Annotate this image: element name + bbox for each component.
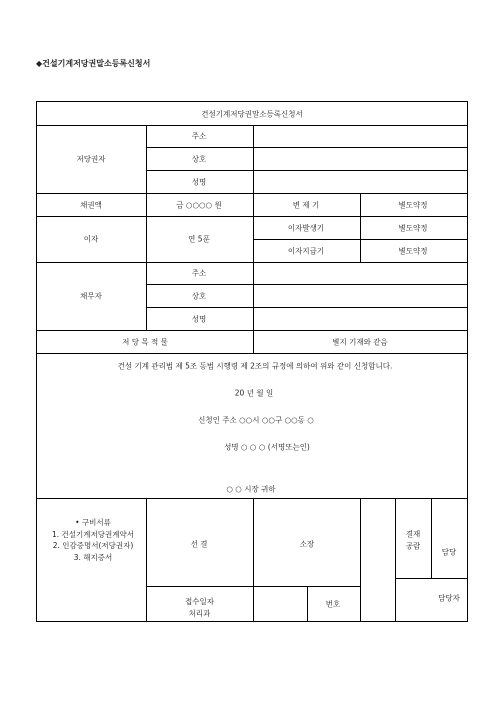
row-divider	[37, 125, 467, 126]
form-title: 건설기계저당권말소등록신청서	[201, 109, 303, 119]
in-charge-label: 담당	[441, 547, 457, 557]
col-divider	[146, 262, 147, 330]
row-divider	[37, 262, 467, 263]
col-divider	[360, 193, 361, 262]
required-documents	[45, 517, 141, 564]
col-divider	[307, 586, 308, 622]
repayment-date-value: 별도약정	[398, 200, 428, 210]
receipt-date-label: 접수일자	[185, 597, 214, 606]
required-document-item: 2. 인감증명서(저당권자)	[52, 541, 134, 551]
mortgagee-company-label: 상호	[191, 154, 207, 164]
interest-rate-value: 연 5푼	[188, 234, 210, 244]
col-divider	[253, 125, 254, 262]
processing-dept-label: 처리과	[188, 608, 211, 618]
interest-payment-value: 별도약정	[398, 246, 428, 256]
required-documents-heading: • 구비서류	[75, 518, 111, 527]
document-title: ◆건설기계저당권말소등록신청서	[36, 59, 151, 68]
col-divider	[431, 498, 432, 578]
repayment-date-label: 변 제 기	[292, 200, 320, 210]
debtor-label: 채무자	[80, 291, 102, 301]
row-divider	[37, 353, 467, 354]
approval-text: 결재	[405, 529, 421, 539]
col-divider	[395, 498, 396, 622]
mortgagee-address-label: 주소	[191, 131, 207, 141]
row-divider	[37, 330, 467, 331]
row-divider	[146, 307, 467, 308]
debtor-address-label: 주소	[191, 268, 207, 278]
circulation-text: 공람	[405, 541, 421, 550]
row-divider	[37, 193, 467, 194]
col-divider	[253, 262, 254, 330]
col-divider	[360, 498, 361, 622]
row-divider	[146, 170, 467, 171]
recipient: ○ ○ 시장 귀하	[226, 484, 276, 494]
claim-amount-label: 채권액	[80, 200, 102, 210]
interest-accrual-label: 이자발생기	[287, 223, 325, 233]
applicant-signature: 성명 ○ ○ ○ (서명또는인)	[224, 442, 310, 452]
pre-approval-label: 선 결	[190, 539, 208, 549]
row-divider	[395, 578, 467, 579]
collateral-value: 별지 기재와 같음	[332, 337, 388, 347]
interest-label: 이자	[83, 234, 99, 244]
interest-payment-label: 이자지급기	[287, 246, 325, 256]
applicant-address: 신청인 주소 ○○시 ○○구 ○○동 ○	[198, 415, 314, 425]
mortgagee-label: 저당권자	[76, 154, 106, 164]
approval-label	[395, 528, 431, 551]
row-divider	[37, 498, 467, 499]
collateral-label: 저 당 목 적 물	[122, 337, 168, 347]
person-in-charge-label: 담당자	[438, 593, 460, 603]
required-document-item: 3. 해지증서	[73, 552, 113, 562]
interest-accrual-value: 별도약정	[398, 223, 428, 233]
receipt-info	[146, 596, 253, 619]
required-document-item: 1. 건설기계저당권계약서	[52, 529, 134, 539]
col-divider	[253, 498, 254, 622]
debtor-company-label: 상호	[191, 291, 207, 301]
col-divider	[146, 125, 147, 193]
row-divider	[37, 216, 467, 217]
application-date: 20 년 월 일	[234, 388, 274, 398]
claim-amount-value: 금 ○○○○ 원	[176, 200, 222, 210]
col-divider	[146, 193, 147, 262]
number-label: 번호	[325, 599, 341, 609]
application-statement: 건설 기계 관리법 제 5조 동법 시행령 제 2조의 규정에 의하여 위와 같이 신청합니다.	[117, 361, 393, 371]
row-divider	[146, 284, 467, 285]
col-divider	[253, 330, 254, 353]
application-form	[36, 101, 468, 622]
mortgagee-name-label: 성명	[191, 177, 207, 187]
director-label: 소장	[299, 539, 315, 549]
row-divider	[146, 147, 467, 148]
debtor-name-label: 성명	[191, 314, 207, 324]
